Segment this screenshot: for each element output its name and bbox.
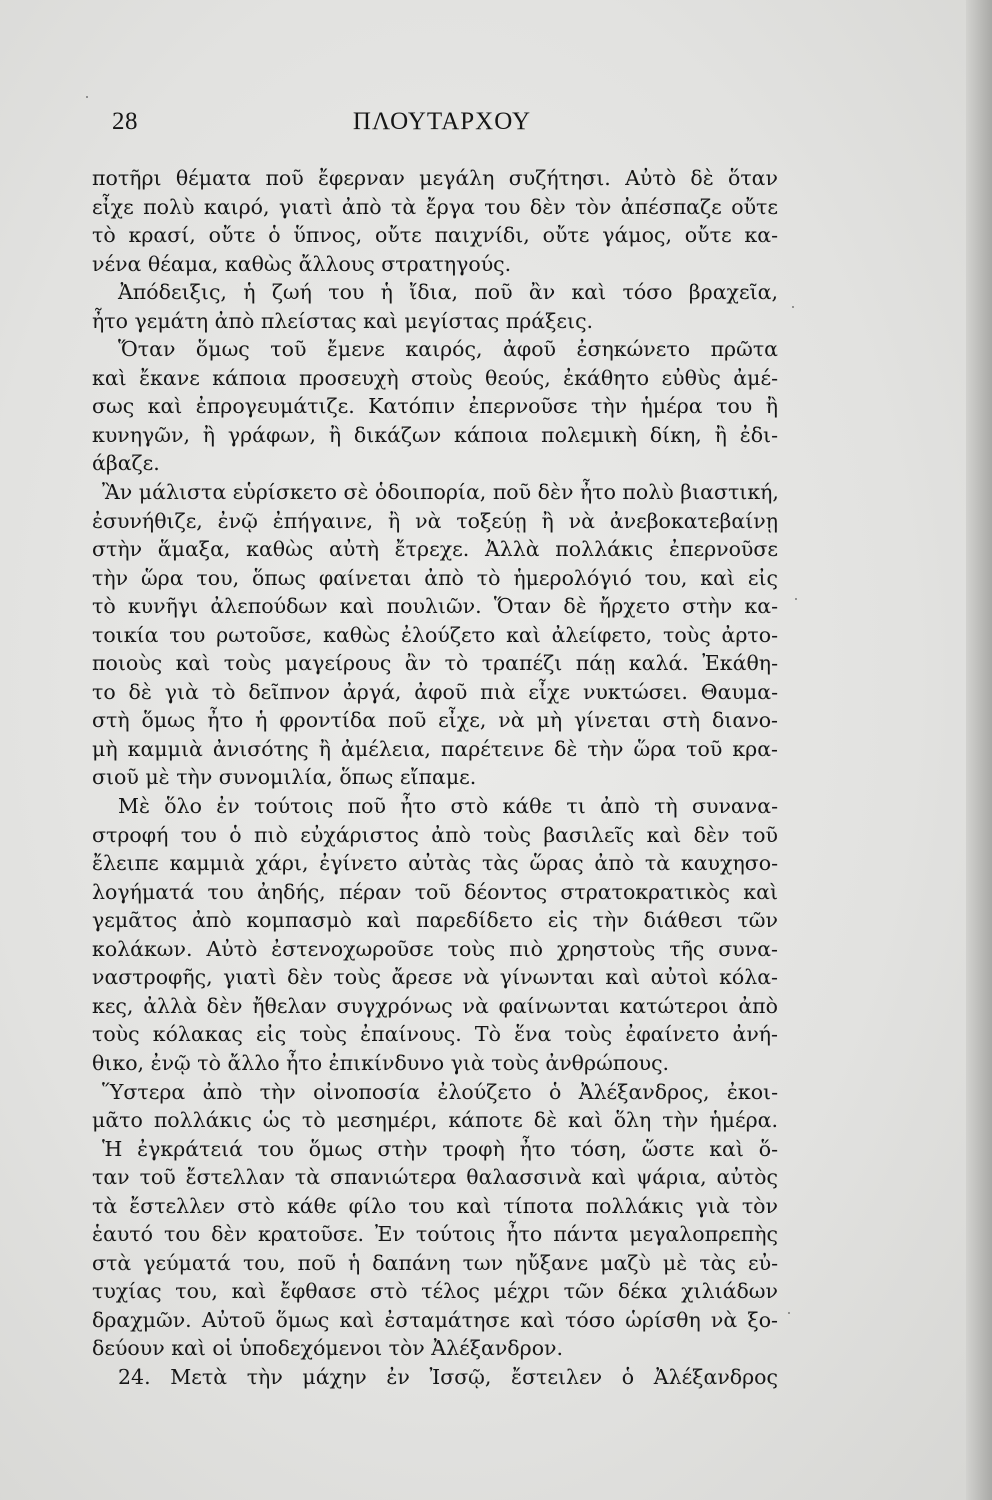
paper-speck [795,598,797,600]
text-line: στὰ γεύματά του, ποῦ ἡ δαπάνη των ηὔξανε μαζὺ μὲ τὰς εὐ- [92,1250,778,1275]
text-line: ποιοὺς καὶ τοὺς μαγείρους ἂν τὸ τραπέζι πάῃ καλά. Ἐκάθη- [92,651,778,676]
text-line: το δὲ γιὰ τὸ δεῖπνον ἀργά, ἀφοῦ πιὰ εἶχε νυκτώσει. Θαυμα- [92,679,778,704]
text-line: άβαζε. [92,451,160,476]
text-line: λογήματά του ἀηδής, πέραν τοῦ δέοντος στρατοκρατικὸς καὶ [92,879,778,904]
paper-speck [792,306,794,308]
text-line: κες, ἀλλὰ δὲν ἤθελαν συγχρόνως νὰ φαίνωνται κατώτεροι ἀπὸ [92,993,778,1018]
paper-speck [788,1312,790,1314]
running-title: ΠΛΟΥΤΑΡΧΟΥ [352,108,532,135]
text-line: δραχμῶν. Αὐτοῦ ὅμως καὶ ἐσταμάτησε καὶ τόσο ὡρίσθη νὰ ξο- [92,1307,778,1332]
text-line: εἶχε πολὺ καιρό, γιατὶ ἀπὸ τὰ ἔργα του δὲν τὸν ἀπέσπαζε οὔτε [92,194,778,219]
text-line: κυνηγῶν, ἢ γράφων, ἢ δικάζων κάποια πολεμικὴ δίκη, ἢ ἐδι- [92,422,778,447]
text-line: ναστροφῆς, γιατὶ δὲν τοὺς ἄρεσε νὰ γίνωνται καὶ αὐτοὶ κόλα- [92,965,778,990]
text-line: στροφή του ὁ πιὸ εὐχάριστος ἀπὸ τοὺς βασιλεῖς καὶ δὲν τοῦ [92,822,778,847]
text-line: νένα θέαμα, καθὼς ἄλλους στρατηγούς. [92,251,512,276]
text-line: μὴ καμμιὰ ἀνισότης ἢ ἀμέλεια, παρέτεινε δὲ τὴν ὥρα τοῦ κρα- [92,736,778,761]
text-line: στὴν ἅμαξα, καθὼς αὐτὴ ἔτρεχε. Ἀλλὰ πολλάκις ἐπερνοῦσε [92,537,778,562]
text-line: Ὅταν ὅμως τοῦ ἔμενε καιρός, ἀφοῦ ἐσηκώνετο πρῶτα [118,337,778,362]
text-line: ἦτο γεμάτη ἀπὸ πλείστας καὶ μεγίστας πράξεις. [92,308,594,333]
page-number: 28 [112,108,138,135]
text-line: Μὲ ὅλο ἐν τούτοις ποῦ ἦτο στὸ κάθε τι ἀπὸ τὴ συνανα- [118,794,778,819]
text-line: μᾶτο πολλάκις ὡς τὸ μεσημέρι, κάποτε δὲ καὶ ὅλη τὴν ἡμέρα. [92,1108,778,1133]
page-spine-shadow [966,0,992,1500]
text-line: καὶ ἔκανε κάποια προσευχὴ στοὺς θεούς, ἐκάθητο εὐθὺς ἀμέ- [92,365,778,390]
text-line: κολάκων. Αὐτὸ ἐστενοχωροῦσε τοὺς πιὸ χρηστοὺς τῆς συνα- [92,936,778,961]
text-line: σως καὶ ἐπρογευμάτιζε. Κατόπιν ἐπερνοῦσε τὴν ἡμέρα του ἢ [92,394,778,419]
text-line: τυχίας του, καὶ ἔφθασε στὸ τέλος μέχρι τῶν δέκα χιλιάδων [92,1279,778,1304]
text-line: ταν τοῦ ἔστελλαν τὰ σπανιώτερα θαλασσινὰ καὶ ψάρια, αὐτὸς [92,1165,778,1190]
text-line: τὴν ὥρα του, ὅπως φαίνεται ἀπὸ τὸ ἡμερολόγιό του, καὶ εἰς [92,565,778,590]
text-line: ἔλειπε καμμιὰ χάρι, ἐγίνετο αὐτὰς τὰς ὥρας ἀπὸ τὰ καυχησο- [92,851,778,876]
text-line: τοικία του ρωτοῦσε, καθὼς ἐλούζετο καὶ ἀλείφετο, τοὺς ἀρτο- [92,622,778,647]
paper-speck [86,96,88,98]
text-line: στὴ ὅμως ἦτο ἡ φροντίδα ποῦ εἶχε, νὰ μὴ γίνεται στὴ διανο- [92,708,778,733]
text-line: τὰ ἔστελλεν στὸ κάθε φίλο του καὶ τίποτα πολλάκις γιὰ τὸν [92,1193,778,1218]
running-head [112,108,772,142]
text-line: τὸ κρασί, οὔτε ὁ ὕπνος, οὔτε παιχνίδι, οὔτε γάμος, οὔτε κα- [92,223,778,248]
text-line: ἑαυτό του δὲν κρατοῦσε. Ἐν τούτοις ἦτο πάντα μεγαλοπρεπὴς [92,1222,778,1247]
text-line: Ὕστερα ἀπὸ τὴν οἰνοποσία ἐλούζετο ὁ Ἀλέξανδρος, ἐκοι- [102,1079,778,1104]
text-line: ἐσυνήθιζε, ἐνῷ ἐπήγαινε, ἢ νὰ τοξεύῃ ἢ νὰ ἀνεβοκατεβαίνῃ [92,508,778,533]
text-line: σιοῦ μὲ τὴν συνομιλία, ὅπως εἴπαμε. [92,765,477,790]
text-line: 24. Μετὰ τὴν μάχην ἐν Ἰσσῷ, ἔστειλεν ὁ Ἀλέξανδρος [118,1364,778,1389]
text-line: Ἡ ἐγκράτειά του ὅμως στὴν τροφὴ ἦτο τόση, ὥστε καὶ ὅ- [102,1136,778,1161]
text-line: θικο, ἐνῷ τὸ ἄλλο ἦτο ἐπικίνδυνο γιὰ τοὺς ἀνθρώπους. [92,1050,670,1075]
text-line: δεύουν καὶ οἱ ὑποδεχόμενοι τὸν Ἀλέξανδρον. [92,1336,564,1361]
text-line: τοὺς κόλακας εἰς τοὺς ἐπαίνους. Τὸ ἕνα τοὺς ἐφαίνετο ἀνή- [92,1022,778,1047]
body-text [92,164,778,1392]
text-line: Ἂν μάλιστα εὑρίσκετο σὲ ὁδοιπορία, ποῦ δὲν ἦτο πολὺ βιαστική, [102,480,779,505]
text-line: γεμᾶτος ἀπὸ κομπασμὸ καὶ παρεδίδετο εἰς τὴν διάθεσι τῶν [92,908,778,933]
text-line: Ἀπόδειξις, ἡ ζωή του ἡ ἴδια, ποῦ ἂν καὶ τόσο βραχεῖα, [118,280,778,305]
text-line: τὸ κυνῆγι ἀλεπούδων καὶ πουλιῶν. Ὅταν δὲ ἤρχετο στὴν κα- [92,594,778,619]
text-line: ποτῆρι θέματα ποῦ ἔφερναν μεγάλη συζήτησι. Αὐτὸ δὲ ὅταν [92,166,778,190]
